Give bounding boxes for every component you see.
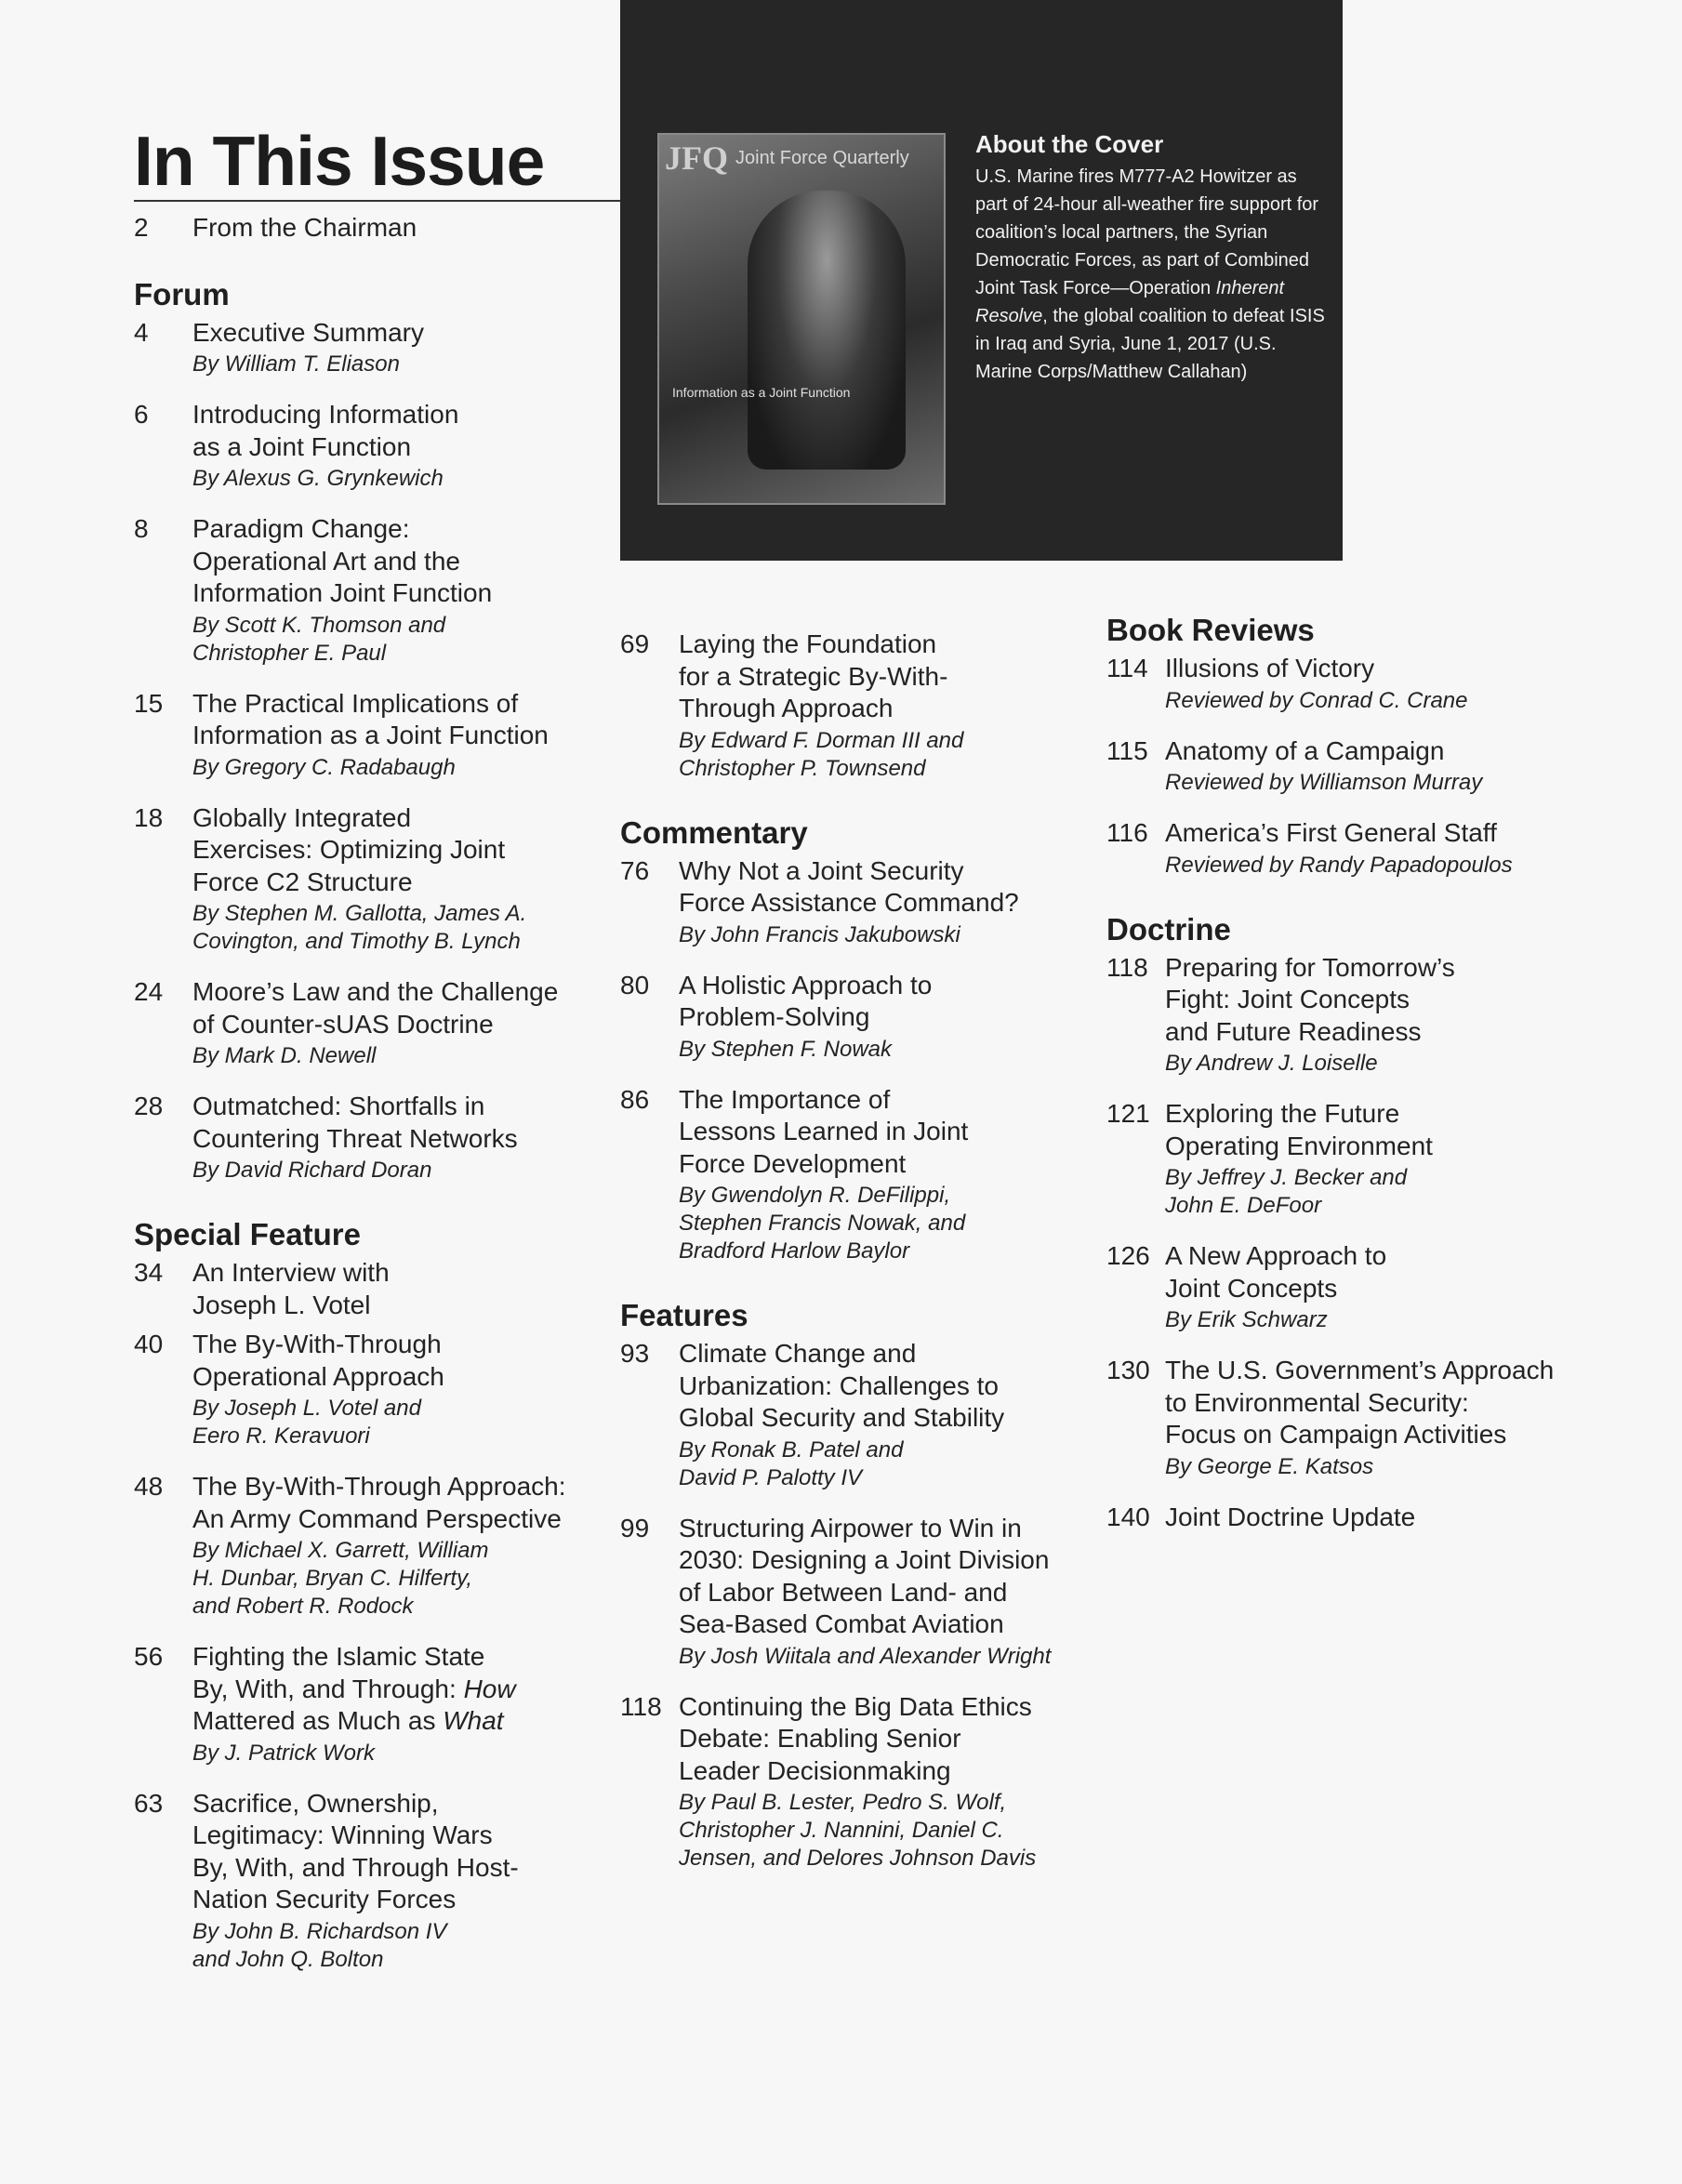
toc-entry-title: The By-With-Through Operational Approach bbox=[192, 1330, 444, 1391]
toc-entry-title: Executive Summary bbox=[192, 317, 424, 347]
toc-entry-title: Continuing the Big Data Ethics Debate: Enabling Senior Leader Decisionmaking bbox=[679, 1691, 1032, 1785]
toc-entry-author: By Ronak B. Patel and David P. Palotty IV bbox=[679, 1436, 904, 1490]
section-heading-features: Features bbox=[620, 1298, 748, 1332]
toc-entry[interactable] bbox=[134, 1329, 599, 1450]
toc-entry-author: By Andrew J. Loiselle bbox=[1165, 1051, 1378, 1076]
toc-entry[interactable] bbox=[134, 513, 599, 668]
title-italic-part: What bbox=[443, 1706, 504, 1735]
toc-entry-author: By George E. Katsos bbox=[1165, 1453, 1374, 1479]
toc-column-1 bbox=[134, 212, 599, 1994]
toc-entry-page: 69 bbox=[620, 629, 650, 658]
toc-entry-page: 28 bbox=[134, 1092, 164, 1120]
toc-entry-page: 118 bbox=[620, 1691, 662, 1721]
toc-entry-author: By Gwendolyn R. DeFilippi, Stephen Francis Nowak, and Bradford Harlow Baylor bbox=[679, 1183, 966, 1264]
toc-entry-title: Climate Change and Urbanization: Challenges to Global Security and Stability bbox=[679, 1339, 1005, 1432]
cover-masthead: Joint Force Quarterly bbox=[735, 148, 909, 168]
toc-entry-title: Structuring Airpower to Win in 2030: Designing a Joint Division of Labor Between Land- and Sea-Based Combat Aviation bbox=[679, 1513, 1050, 1638]
toc-entry-title: Moore’s Law and the Challenge of Counter-sUAS Doctrine bbox=[192, 977, 559, 1039]
toc-entry-title: Outmatched: Shortfalls in Countering Threat Networks bbox=[192, 1092, 518, 1153]
toc-column-2 bbox=[620, 629, 1104, 1893]
toc-entry-page: 126 bbox=[1106, 1241, 1150, 1270]
toc-entry[interactable] bbox=[1106, 1502, 1590, 1534]
toc-entry-page: 24 bbox=[134, 977, 164, 1006]
toc-entry-page: 48 bbox=[134, 1472, 164, 1501]
toc-entry[interactable] bbox=[134, 1091, 599, 1185]
toc-entry[interactable] bbox=[134, 399, 599, 493]
toc-entry-page: 8 bbox=[134, 514, 149, 543]
toc-entry-author: By Jeffrey J. Becker and John E. DeFoor bbox=[1165, 1165, 1408, 1218]
toc-entry-author: By David Richard Doran bbox=[192, 1158, 432, 1183]
toc-entry-title: Globally Integrated Exercises: Optimizing Joint Force C2 Structure bbox=[192, 802, 506, 896]
toc-entry-title: Illusions of Victory bbox=[1165, 654, 1375, 682]
toc-entry-page: 130 bbox=[1106, 1356, 1150, 1384]
about-cover-text bbox=[975, 163, 1329, 386]
toc-entry-page: 34 bbox=[134, 1258, 164, 1287]
toc-entry[interactable] bbox=[620, 1691, 1104, 1873]
toc-entry[interactable] bbox=[1106, 1098, 1590, 1220]
toc-entry-title: Laying the Foundation for a Strategic By-With- Through Approach bbox=[679, 629, 948, 722]
toc-entry-author: By Scott K. Thomson and Christopher E. Paul bbox=[192, 612, 446, 666]
toc-entry-page: 56 bbox=[134, 1642, 164, 1671]
toc-entry-title: The Importance of Lessons Learned in Joint Force Development bbox=[679, 1084, 969, 1178]
toc-entry-page: 80 bbox=[620, 970, 650, 999]
title-part: Mattered as Much as bbox=[192, 1706, 436, 1735]
about-cover-text-italic: Inherent Resolve bbox=[975, 278, 1285, 326]
page-title: In This Issue bbox=[134, 122, 545, 200]
toc-entry[interactable] bbox=[134, 1257, 599, 1321]
toc-entry-page: 114 bbox=[1106, 654, 1148, 682]
cover-subtitle: Information as a Joint Function bbox=[672, 385, 851, 400]
section-special-feature bbox=[134, 1257, 599, 1974]
toc-entry-title: Preparing for Tomorrow’s Fight: Joint Concepts and Future Readiness bbox=[1165, 952, 1455, 1046]
toc-entry-author: By William T. Eliason bbox=[192, 351, 400, 377]
toc-entry-author: By J. Patrick Work bbox=[192, 1740, 376, 1766]
title-italic-part: How bbox=[463, 1674, 516, 1703]
toc-entry-page: 115 bbox=[1106, 735, 1148, 765]
toc-entry[interactable] bbox=[134, 1471, 599, 1621]
toc-entry[interactable] bbox=[1106, 952, 1590, 1079]
toc-entry[interactable] bbox=[620, 629, 1104, 783]
toc-entry-title: Paradigm Change: Operational Art and the Information Joint Function bbox=[192, 514, 493, 607]
toc-entry-title: A Holistic Approach to Problem-Solving bbox=[679, 970, 933, 1031]
toc-entry-title: Sacrifice, Ownership, Legitimacy: Winning Wars By, With, and Through Host- Nation Security Forces bbox=[192, 1788, 519, 1913]
toc-entry-author: Reviewed by Williamson Murray bbox=[1165, 770, 1483, 795]
toc-entry-author: By Stephen M. Gallotta, James A. Covington, and Timothy B. Lynch bbox=[192, 901, 527, 954]
toc-entry-page: 6 bbox=[134, 400, 149, 429]
toc-entry[interactable] bbox=[1106, 735, 1590, 798]
toc-entry-author: Reviewed by Randy Papadopoulos bbox=[1165, 852, 1513, 878]
toc-entry[interactable] bbox=[620, 970, 1104, 1064]
section-heading-forum: Forum bbox=[134, 276, 230, 311]
about-cover-heading: About the Cover bbox=[975, 130, 1164, 158]
toc-entry-author: By Mark D. Newell bbox=[192, 1043, 377, 1068]
toc-entry-title: The Practical Implications of Information as a Joint Function bbox=[192, 688, 549, 749]
toc-entry[interactable] bbox=[620, 1084, 1104, 1266]
section-forum bbox=[134, 317, 599, 1185]
about-cover-text-a: U.S. Marine fires M777-A2 Howitzer as part of 24-hour all-weather fire support for coalition’s local partners, the Syrian Democratic Forces, as part of Combined Joint Task Force—Operation bbox=[975, 166, 1319, 298]
toc-entry-title: A New Approach to Joint Concepts bbox=[1165, 1241, 1387, 1303]
toc-entry-author: By Joseph L. Votel and Eero R. Keravuori bbox=[192, 1396, 421, 1449]
toc-entry-author: By Alexus G. Grynkewich bbox=[192, 466, 444, 491]
section-commentary bbox=[620, 855, 1104, 1266]
toc-column-3 bbox=[1106, 612, 1590, 1541]
toc-entry-author: By Josh Wiitala and Alexander Wright bbox=[679, 1643, 1052, 1669]
toc-entry-page: 76 bbox=[620, 855, 650, 885]
section-features bbox=[620, 1338, 1104, 1873]
toc-entry[interactable] bbox=[1106, 817, 1590, 880]
toc-entry-page: 40 bbox=[134, 1330, 164, 1358]
toc-entry-author: By Gregory C. Radabaugh bbox=[192, 754, 456, 780]
toc-entry[interactable] bbox=[134, 976, 599, 1070]
toc-entry-author: By Stephen F. Nowak bbox=[679, 1036, 893, 1062]
section-heading-doctrine: Doctrine bbox=[1106, 911, 1231, 946]
toc-entry[interactable] bbox=[1106, 1240, 1590, 1334]
about-cover-text-b: , the global coalition to defeat ISIS in Iraq and Syria, June 1, 2017 (U.S. Marine Corps/Matthew Callahan) bbox=[975, 306, 1325, 382]
toc-entry[interactable] bbox=[620, 1338, 1104, 1492]
toc-entry-title: Introducing Information as a Joint Function bbox=[192, 400, 459, 461]
toc-entry-page: 93 bbox=[620, 1339, 650, 1368]
toc-entry-page: 140 bbox=[1106, 1502, 1150, 1531]
toc-entry-title: Exploring the Future Operating Environment bbox=[1165, 1099, 1433, 1160]
cover-image bbox=[657, 133, 946, 505]
toc-entry-page: 63 bbox=[134, 1788, 164, 1818]
toc-entry-page: 15 bbox=[134, 688, 164, 718]
toc-entry-author: By John Francis Jakubowski bbox=[679, 921, 960, 947]
toc-entry-author: By John B. Richardson IV and John Q. Bolton bbox=[192, 1918, 447, 1972]
toc-entry[interactable] bbox=[134, 317, 599, 379]
section-heading-commentary: Commentary bbox=[620, 814, 808, 850]
toc-entry[interactable] bbox=[620, 1513, 1104, 1671]
toc-entry-author: Reviewed by Conrad C. Crane bbox=[1165, 687, 1468, 713]
toc-entry-page: 116 bbox=[1106, 818, 1148, 847]
toc-entry[interactable] bbox=[134, 688, 599, 782]
toc-entry-page: 86 bbox=[620, 1084, 650, 1114]
toc-entry-title: The U.S. Government’s Approach to Environmental Security: Focus on Campaign Activities bbox=[1165, 1356, 1555, 1449]
toc-entry-title: Joint Doctrine Update bbox=[1165, 1502, 1416, 1531]
title-part: Fighting the Islamic State By, With, and Through: bbox=[192, 1642, 485, 1703]
toc-entry[interactable] bbox=[134, 1788, 599, 1974]
toc-entry-title: Anatomy of a Campaign bbox=[1165, 735, 1445, 765]
title-rule bbox=[134, 200, 621, 202]
toc-entry[interactable] bbox=[1106, 653, 1590, 715]
toc-entry-title: America’s First General Staff bbox=[1165, 818, 1497, 847]
toc-entry-page: 4 bbox=[134, 317, 149, 347]
toc-entry[interactable] bbox=[134, 802, 599, 957]
toc-entry-page: 2 bbox=[134, 213, 149, 242]
toc-entry[interactable] bbox=[134, 1641, 599, 1767]
toc-entry[interactable] bbox=[620, 855, 1104, 949]
toc-entry-page: 121 bbox=[1106, 1099, 1150, 1128]
toc-entry-title: Why Not a Joint Security Force Assistance Command? bbox=[679, 855, 1019, 917]
about-the-cover bbox=[975, 130, 1329, 386]
toc-entry-author: By Erik Schwarz bbox=[1165, 1307, 1328, 1332]
section-book-reviews bbox=[1106, 653, 1590, 880]
toc-entry-page: 118 bbox=[1106, 952, 1148, 982]
toc-entry-title: An Interview with Joseph L. Votel bbox=[192, 1258, 390, 1319]
section-heading-special-feature: Special Feature bbox=[134, 1217, 361, 1251]
toc-entry-page: 99 bbox=[620, 1513, 650, 1542]
toc-entry-title bbox=[192, 1641, 599, 1738]
toc-entry-author: By Paul B. Lester, Pedro S. Wolf, Christopher J. Nannini, Daniel C. Jensen, and Delores Johnson Davis bbox=[679, 1790, 1037, 1871]
toc-entry[interactable] bbox=[1106, 1355, 1590, 1481]
cover-figure bbox=[748, 191, 906, 470]
section-heading-book-reviews: Book Reviews bbox=[1106, 613, 1315, 647]
toc-entry-author: By Michael X. Garrett, William H. Dunbar, Bryan C. Hilferty, and Robert R. Rodock bbox=[192, 1538, 489, 1619]
section-special-feature-cont bbox=[620, 629, 1104, 783]
toc-entry-page: 18 bbox=[134, 802, 164, 832]
cover-logo: JFQ bbox=[665, 139, 728, 177]
toc-entry-author: By Edward F. Dorman III and Christopher P. Townsend bbox=[679, 727, 964, 781]
toc-entry-title: From the Chairman bbox=[192, 213, 417, 242]
toc-entry-chairman[interactable] bbox=[134, 212, 599, 245]
toc-entry-title: The By-With-Through Approach: An Army Command Perspective bbox=[192, 1472, 566, 1533]
section-doctrine bbox=[1106, 952, 1590, 1534]
cover-panel bbox=[620, 0, 1343, 561]
